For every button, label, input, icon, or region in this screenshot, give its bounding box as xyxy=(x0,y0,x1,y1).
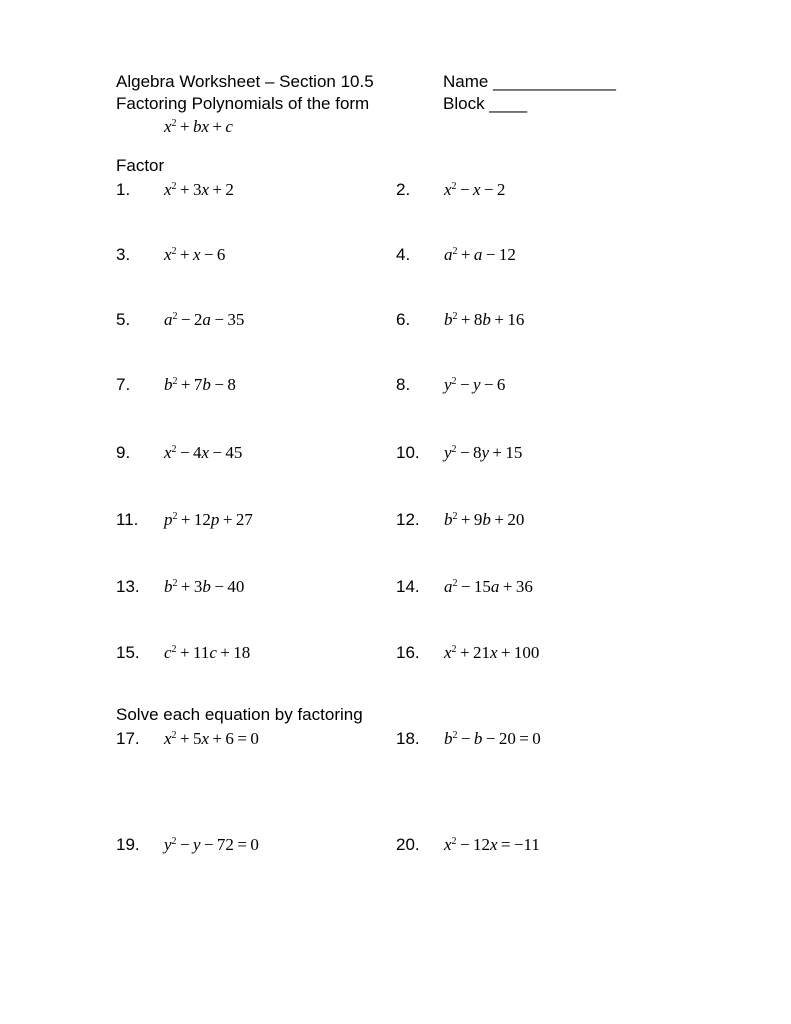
problem-item xyxy=(116,578,376,600)
problem-number: 12. xyxy=(396,510,420,529)
problem-item xyxy=(116,644,376,666)
problem-expression: $x^2 + 21x + 100$ xyxy=(444,643,540,662)
problem-number: 3. xyxy=(116,245,131,264)
factor-heading: Factor xyxy=(116,156,165,175)
problem-number: 10. xyxy=(396,443,420,462)
problem-item xyxy=(116,246,376,268)
problem-expression: $a^2 + a - 12$ xyxy=(444,245,516,264)
problem-number: 7. xyxy=(116,375,131,394)
problem-number: 19. xyxy=(116,835,140,854)
problem-item xyxy=(116,444,376,466)
problem-expression: $y^2 - y - 72 = 0$ xyxy=(164,835,259,854)
block-field: Block ____ xyxy=(443,94,528,113)
problem-number: 11. xyxy=(116,510,139,529)
problem-item xyxy=(116,730,376,752)
problem-expression: $x^2 + 5x + 6 = 0$ xyxy=(164,729,259,748)
problem-number: 17. xyxy=(116,729,140,748)
problem-expression: $x^2 - 4x - 45$ xyxy=(164,443,243,462)
problem-expression: $p^2 + 12p + 27$ xyxy=(164,510,253,529)
problem-item xyxy=(396,730,656,752)
problem-expression: $x^2 - x - 2$ xyxy=(444,180,506,199)
problem-item xyxy=(116,376,376,398)
problem-item xyxy=(396,578,656,600)
problem-item xyxy=(396,444,656,466)
problem-number: 16. xyxy=(396,643,420,662)
problem-expression: $b^2 - b - 20 = 0$ xyxy=(444,729,541,748)
problem-expression: $c^2 + 11c + 18$ xyxy=(164,643,251,662)
problem-expression: $b^2 + 7b - 8$ xyxy=(164,375,236,394)
problem-item xyxy=(116,311,376,333)
worksheet-title: Algebra Worksheet – Section 10.5 xyxy=(116,72,374,91)
problem-expression: $x^2 + x - 6$ xyxy=(164,245,226,264)
problem-expression: $b^2 + 9b + 20$ xyxy=(444,510,525,529)
problem-item xyxy=(396,644,656,666)
problem-item xyxy=(116,511,376,533)
problem-expression: $b^2 + 8b + 16$ xyxy=(444,310,525,329)
problem-item xyxy=(396,181,656,203)
problem-item xyxy=(116,836,376,858)
problem-item xyxy=(396,836,656,858)
problem-number: 1. xyxy=(116,180,131,199)
problem-expression: $a^2 - 15a + 36$ xyxy=(444,577,533,596)
problem-number: 8. xyxy=(396,375,411,394)
problem-number: 4. xyxy=(396,245,411,264)
problem-expression: $x^2 - 12x = -11$ xyxy=(444,835,540,854)
problem-number: 14. xyxy=(396,577,420,596)
problem-item xyxy=(116,181,376,203)
problem-number: 15. xyxy=(116,643,140,662)
problem-number: 5. xyxy=(116,310,131,329)
problem-number: 13. xyxy=(116,577,140,596)
problem-expression: $b^2 + 3b - 40$ xyxy=(164,577,245,596)
worksheet-subtitle: Factoring Polynomials of the form xyxy=(116,94,370,113)
problem-number: 2. xyxy=(396,180,411,199)
problem-expression: $x^2 + 3x + 2$ xyxy=(164,180,234,199)
problem-number: 9. xyxy=(116,443,131,462)
problem-item xyxy=(396,311,656,333)
problem-expression: $y^2 - 8y + 15$ xyxy=(444,443,523,462)
problem-expression: $y^2 - y - 6$ xyxy=(444,375,506,394)
problem-item xyxy=(396,246,656,268)
problem-item xyxy=(396,376,656,398)
problem-item xyxy=(396,511,656,533)
problem-number: 18. xyxy=(396,729,420,748)
problem-expression: $a^2 - 2a - 35$ xyxy=(164,310,245,329)
form-expression: $x^2$ + bx + c xyxy=(164,117,233,136)
name-field: Name _____________ xyxy=(443,72,616,91)
problem-number: 6. xyxy=(396,310,411,329)
problem-number: 20. xyxy=(396,835,420,854)
solve-heading: Solve each equation by factoring xyxy=(116,705,363,724)
